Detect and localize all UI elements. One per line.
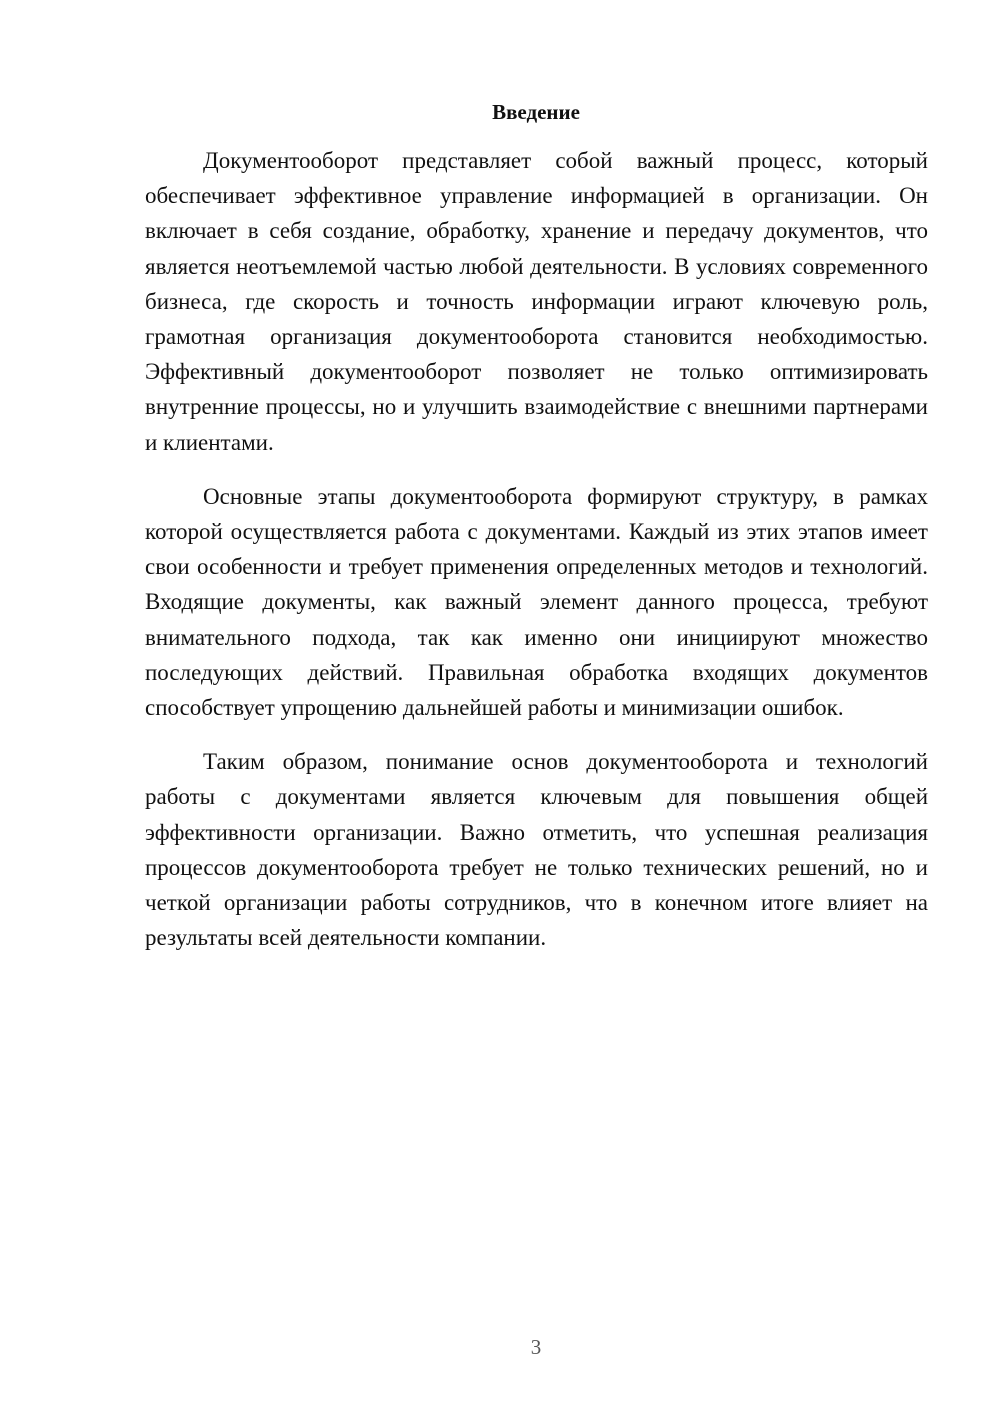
paragraph-1: Документооборот представляет собой важный процесс, который обеспечивает эффективное управление информацией в организации. Он включает в себя создание, обработку, хранение и передачу документов, что является неотъемлемой частью любой деятельности. В условиях современного бизнеса, где скорость и точность информации играют ключевую роль, грамотная организация документооборота становится необходимостью. Эффективный документооборот позволяет не только оптимизировать внутренние процессы, но и улучшить взаимодействие с внешними партнерами и клиентами. <box>145 148 928 455</box>
paragraph-2: Основные этапы документооборота формируют структуру, в рамках которой осуществляется работа с документами. Каждый из этих этапов имеет свои особенности и требует применения определенных методов и технологий. Входящие документы, как важный элемент данного процесса, требуют внимательного подхода, так как именно они инициируют множество последующих действий. Правильная обработка входящих документов способствует упрощению дальнейшей работы и минимизации ошибок. <box>145 483 928 721</box>
paragraph-3: Таким образом, понимание основ документооборота и технологий работы с документами является ключевым для повышения общей эффективности организации. Важно отметить, что успешная реализация процессов документооборота требует не только технических решений, но и четкой организации работы сотрудников, что в конечном итоге влияет на результаты всей деятельности компании. <box>145 749 928 951</box>
page-number: 3 <box>530 1335 542 1359</box>
section-title: Введение <box>492 100 580 124</box>
document-body <box>145 143 928 955</box>
